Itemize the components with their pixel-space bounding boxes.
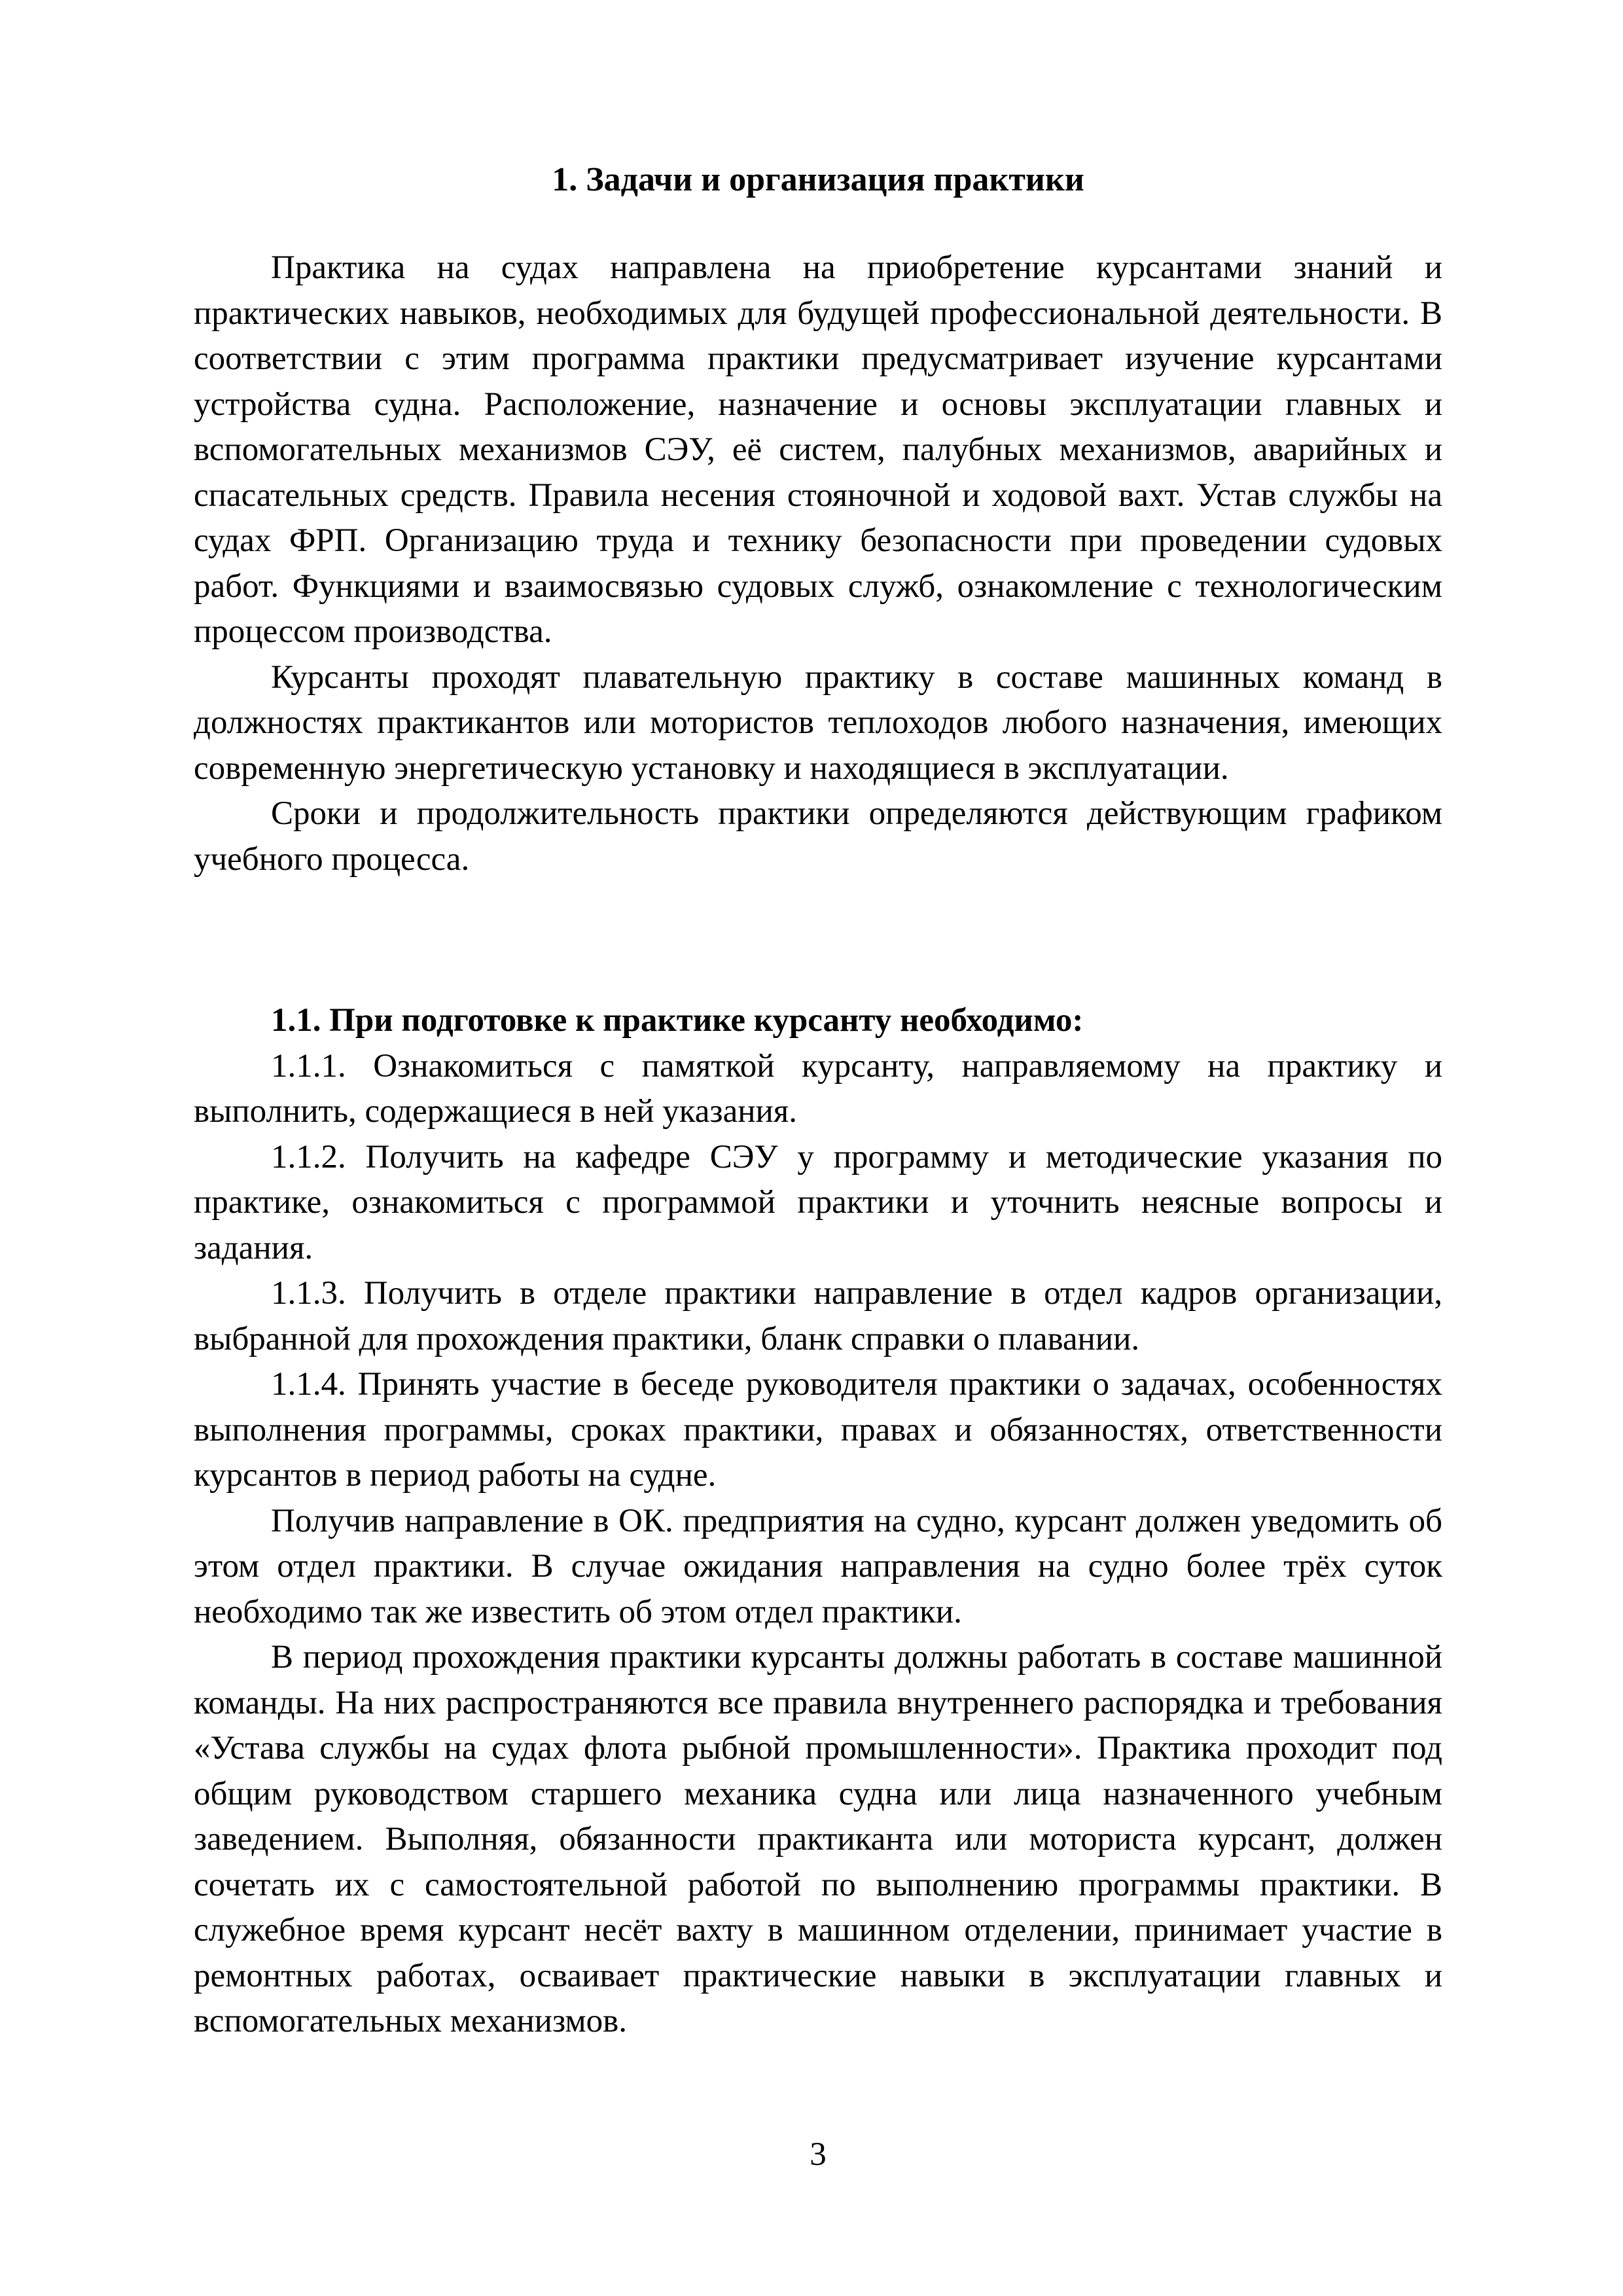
subsection-block — [194, 998, 1442, 2045]
paragraph: Сроки и продолжительность практики определяются действующим графиком учебного процесса. — [194, 795, 1442, 878]
page-number: 3 — [810, 2136, 827, 2173]
paragraph: В период прохождения практики курсанты должны работать в составе машинной команды. На них распространяются все правила внутреннего распорядка и требования «Устава службы на судах флота рыбной промышленности». Практика проходит под общим руководством старшего механика судна или лица назначенного учебным заведением. Выполняя, обязанности практиканта или моториста курсант, должен сочетать их с самостоятельной работой по выполнению программы практики. В служебное время курсант несёт вахту в машинном отделении, принимает участие в ремонтных работах, осваивает практические навыки в эксплуатации главных и вспомогательных механизмов. — [194, 1639, 1442, 2039]
intro-text-block — [194, 245, 1442, 882]
list-item: 1.1.3. Получить в отделе практики направление в отдел кадров организации, выбранной для прохождения практики, бланк справки о плавании. — [194, 1275, 1442, 1357]
list-item: 1.1.1. Ознакомиться с памяткой курсанту, направляемому на практику и выполнить, содержащиеся в ней указания. — [194, 1047, 1442, 1130]
subsection-title: 1.1. При подготовке к практике курсанту необходимо: — [271, 1002, 1084, 1039]
document-page — [194, 0, 1442, 2296]
paragraph: Практика на судах направлена на приобретение курсантами знаний и практических навыков, необходимых для будущей профессиональной деятельности. В соответствии с этим программа практики предусматривает изучение курсантами устройства судна. Расположение, назначение и основы эксплуатации главных и вспомогательных механизмов СЭУ, её систем, палубных механизмов, аварийных и спасательных средств. Правила несения стояночной и ходовой вахт. Устав службы на судах ФРП. Организацию труда и технику безопасности при проведении судовых работ. Функциями и взаимосвязью судовых служб, ознакомление с технологическим процессом производства. — [194, 249, 1442, 650]
paragraph: Курсанты проходят плавательную практику в составе машинных команд в должностях практикантов или мотористов теплоходов любого назначения, имеющих современную энергетическую установку и находящиеся в эксплуатации. — [194, 658, 1442, 787]
paragraph: Получив направление в ОК. предприятия на судно, курсант должен уведомить об этом отдел практики. В случае ожидания направления на судно более трёх суток необходимо так же известить об этом отдел практики. — [194, 1502, 1442, 1630]
section-title: 1. Задачи и организация практики — [552, 161, 1084, 198]
list-item: 1.1.2. Получить на кафедре СЭУ у программу и методические указания по практике, ознакомиться с программой практики и уточнить неясные вопросы и задания. — [194, 1138, 1442, 1266]
list-item: 1.1.4. Принять участие в беседе руководителя практики о задачах, особенностях выполнения программы, сроках практики, правах и обязанностях, ответственности курсантов в период работы на судне. — [194, 1366, 1442, 1494]
